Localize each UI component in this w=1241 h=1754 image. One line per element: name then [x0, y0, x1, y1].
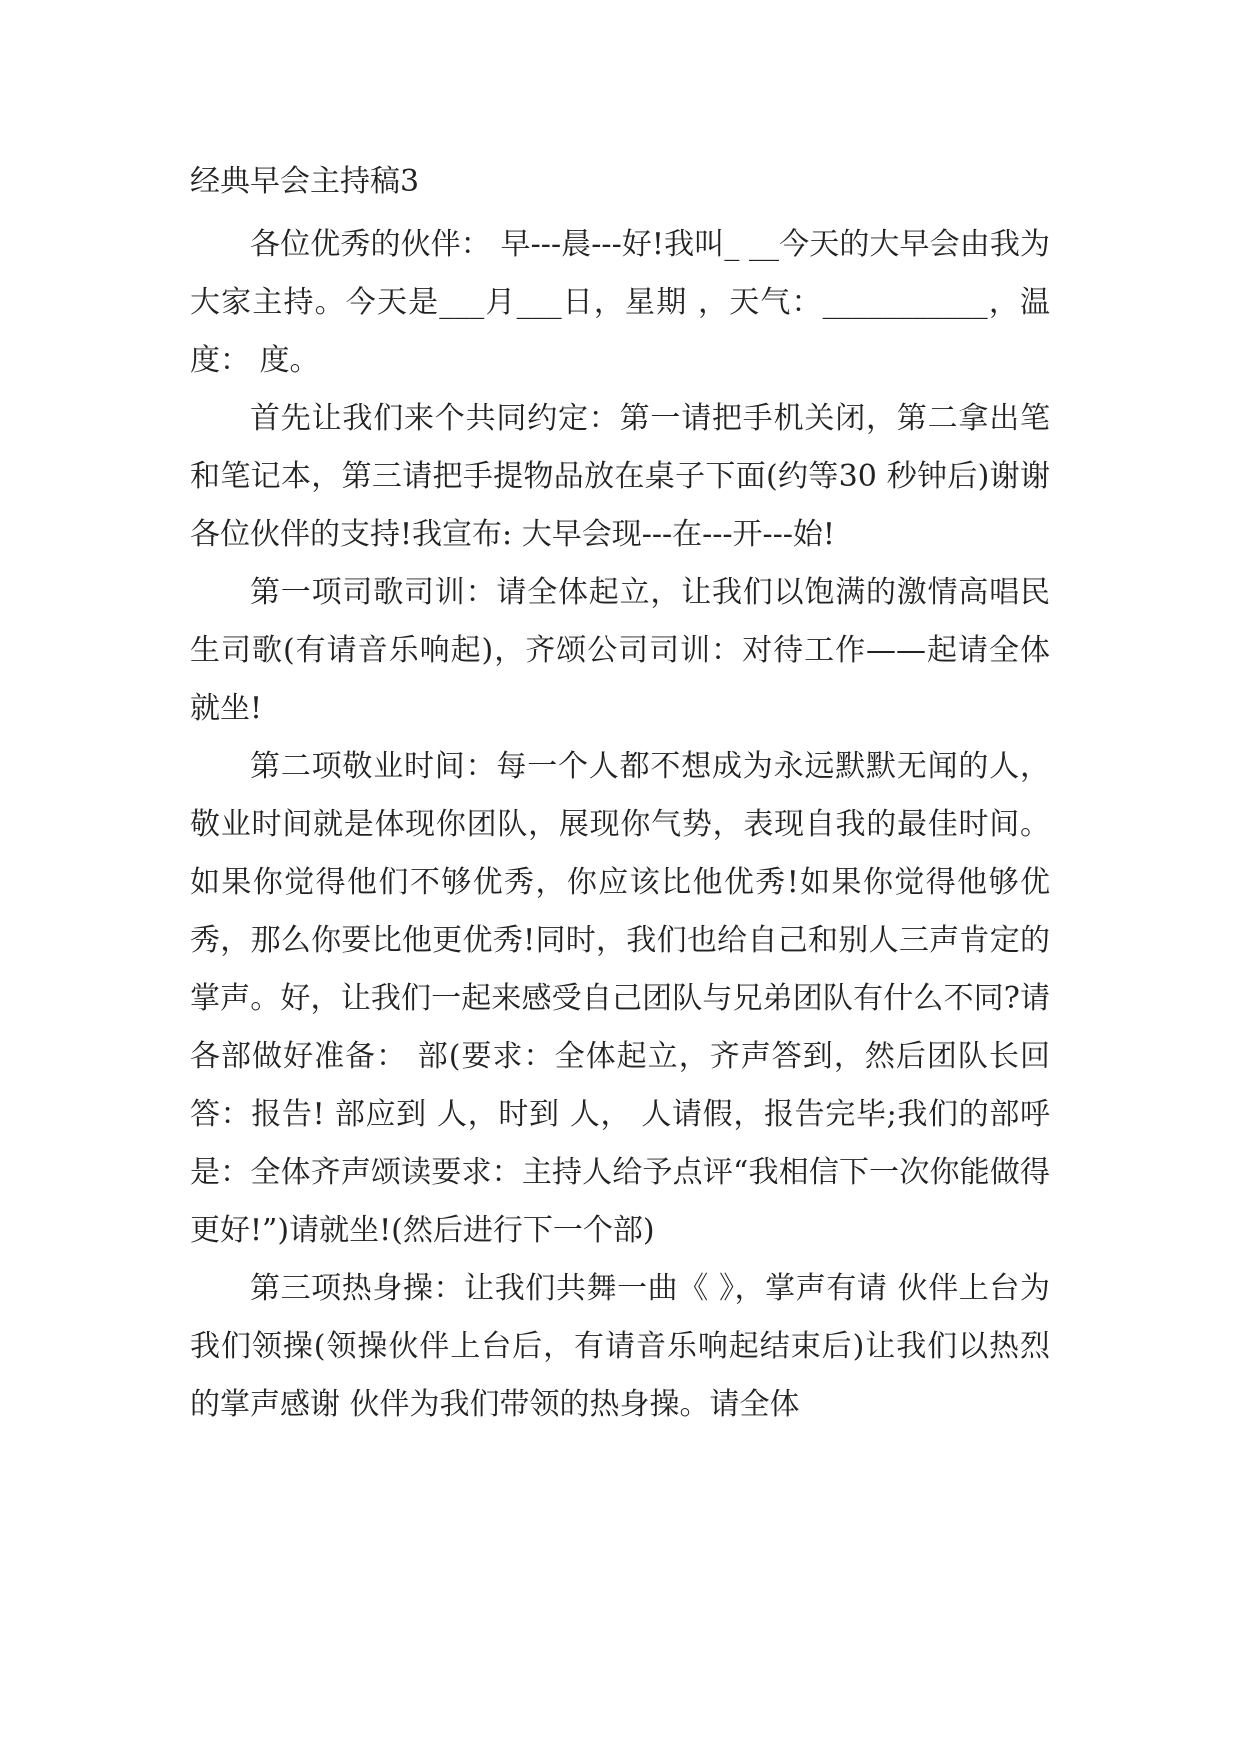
paragraph-dedication-time: 第二项敬业时间：每一个人都不想成为永远默默无闻的人，敬业时间就是体现你团队，展现你气势，表现自我的最佳时间。如果你觉得他们不够优秀，你应该比他优秀!如果你觉得他够优秀，那么你要比他更优秀!同时，我们也给自己和别人三声肯定的掌声。好，让我们一起来感受自己团队与兄弟团队有什么不同?请各部做好准备： 部(要求：全体起立，齐声答到，然后团队长回答：报告! 部应到 人，时到 人， 人请假，报告完毕;我们的部呼是：全体齐声颂读要求：主持人给予点评“我相信下一次你能做得更好!”)请就坐!(然后进行下一个部)	[190, 749, 1050, 1248]
document-title: 经典早会主持稿3	[190, 164, 420, 199]
paragraph-warmup: 第三项热身操：让我们共舞一曲《 》，掌声有请 伙伴上台为我们领操(领操伙伴上台后，有请音乐响起结束后)让我们以热烈的掌声感谢 伙伴为我们带领的热身操。请全体	[190, 1271, 1050, 1422]
paragraph-greeting: 各位优秀的伙伴： 早---晨---好!我叫_ __今天的大早会由我为大家主持。今天是___月___日，星期 ，天气：___________，温度： 度。	[190, 227, 1050, 378]
document-body	[190, 216, 1050, 1434]
paragraph-company-song: 第一项司歌司训：请全体起立，让我们以饱满的激情高唱民生司歌(有请音乐响起)，齐颂公司司训：对待工作——起请全体就坐!	[190, 575, 1050, 726]
paragraph-agreement: 首先让我们来个共同约定：第一请把手机关闭，第二拿出笔和笔记本，第三请把手提物品放在桌子下面(约等30 秒钟后)谢谢各位伙伴的支持!我宣布: 大早会现---在---开---始!	[190, 401, 1050, 552]
